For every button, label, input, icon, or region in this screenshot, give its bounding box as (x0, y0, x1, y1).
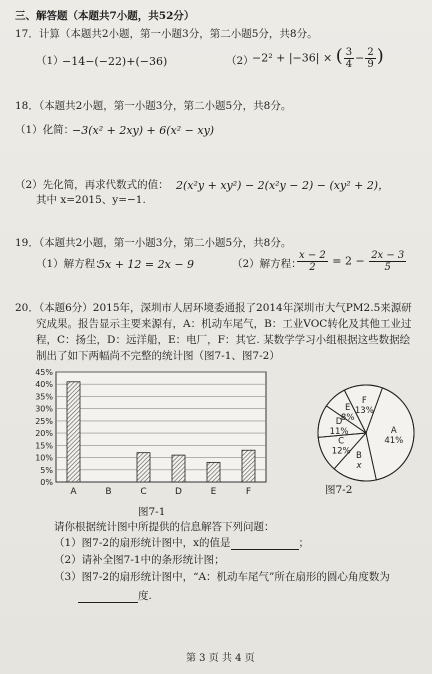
page-footer: 第 3 页 共 4 页 (186, 653, 255, 664)
q19-part1-expression: 5x + 12 = 2x − 9 (98, 258, 195, 271)
q17-part2-label: （2） (226, 55, 254, 67)
q20-sub1-answer-blank[interactable] (231, 549, 299, 550)
bar-chart (22, 366, 270, 511)
q18-part2-expression: 2(x²y + xy²) − 2(x²y − 2) − (xy² + 2)， (176, 179, 390, 192)
pie-chart (278, 378, 418, 488)
pie-slice-value: 8% (340, 413, 355, 424)
plot-area (56, 372, 266, 482)
y-tick-label: 5% (40, 465, 53, 475)
q20-text-line-4: 制出了如下两幅尚不完整的统计图（图7-1、图7-2） (36, 350, 280, 362)
pie-slice-label: E (344, 403, 351, 414)
q17-part1-label: （1） (36, 55, 64, 67)
pie-slice-label: B (356, 450, 362, 461)
x-tick-label: E (210, 487, 217, 497)
y-tick-label: 0% (40, 478, 53, 487)
y-tick-label: 45% (35, 368, 53, 377)
y-tick-label: 15% (35, 441, 53, 451)
q20-sub3-answer-blank[interactable] (78, 602, 138, 603)
q20-text-line-1: 20．（本题6分）2015年，深圳市人居环境委通报了2014年深圳市大气PM2.5来源研 (15, 302, 412, 314)
q17-part1-expression: −14−(−22)+(−36) (62, 55, 168, 68)
pie-slice-value: 12% (331, 446, 351, 457)
q19-part1-label: （1）解方程： (36, 258, 106, 270)
pie-slice-label: F (361, 396, 367, 407)
bar-C (137, 453, 150, 482)
q17-part2-expression: −2² + |−36| × ( $\frac{3}{4}$ − $\frac{2}{9}$ ) (252, 45, 384, 70)
pie-slice-value: 11% (329, 426, 349, 437)
bar-D (172, 455, 185, 482)
x-tick-label: A (70, 487, 77, 497)
q20-text-line-3: 程，C：扬尘，D：远洋船，E：电厂，F：其它. 某数学学习小组根据这些数据绘 (36, 334, 411, 346)
x-tick-label: D (175, 487, 182, 497)
pie-slice-label: A (390, 425, 397, 436)
q18-heading: 18．（本题共2小题，第一小题3分，第二小题5分，共8分。 (15, 100, 292, 112)
pie-slice-value: 41% (384, 435, 404, 446)
y-tick-label: 40% (35, 380, 53, 390)
pie-slice-label: C (338, 436, 345, 447)
pie-slice-label: D (335, 416, 343, 427)
section-title: 三、解答题（本题共7小题，共52分） (15, 10, 195, 22)
q17-heading: 17．计算（本题共2小题，第一小题3分，第二小题5分，共8分。 (15, 28, 318, 40)
q18-part2-condition: 其中 x=2015、y=−1. (36, 194, 146, 206)
y-tick-label: 10% (35, 453, 53, 463)
q18-part1-expression: −3(x² + 2xy) + 6(x² − xy) (72, 124, 215, 137)
pie-slice-value: 13% (354, 406, 374, 417)
bar-A (67, 382, 80, 482)
bar-E (207, 462, 220, 482)
q20-sub1: （1）图7-2的扇形统计图中，x的值是 ； (54, 537, 310, 549)
q18-part2-label: （2）先化简，再求代数式的值： (15, 179, 169, 191)
bar-chart-caption: 图7-1 (138, 506, 166, 518)
y-tick-label: 35% (35, 392, 53, 402)
bar-F (242, 450, 255, 482)
x-tick-label: C (140, 487, 147, 497)
q20-sub2: （2）请补全图7-1中的条形统计图； (54, 554, 225, 566)
q19-part2-expression: $\frac{x - 2}{2}$ = 2 − $\frac{2x - 3}{5}$ (299, 250, 405, 273)
pie-chart-caption: 图7-2 (325, 484, 353, 496)
q19-heading: 19．（本题共2小题，第一小题3分，第二小题5分，共8分。 (15, 237, 292, 249)
y-tick-label: 20% (35, 429, 53, 439)
q20-instruction: 请你根据统计图中所提供的信息解答下列问题： (54, 521, 275, 533)
q20-sub3: （3）图7-2的扇形统计图中，“A：机动车尾气”所在扇形的圆心角度数为 (54, 571, 390, 583)
q20-sub3-line2: 度. (78, 590, 152, 603)
pie-slice-value: x (356, 460, 362, 471)
x-tick-label: F (245, 487, 252, 497)
y-tick-label: 30% (35, 404, 53, 414)
q18-part1-label: （1）化简： (15, 124, 75, 136)
q20-text-line-2: 究成果。报告显示主要来源有，A：机动车尾气，B：工业VOC转化及其他工业过 (36, 318, 412, 330)
y-tick-label: 25% (35, 416, 53, 426)
q19-part2-label: （2）解方程： (232, 258, 302, 270)
x-tick-label: B (105, 487, 112, 497)
